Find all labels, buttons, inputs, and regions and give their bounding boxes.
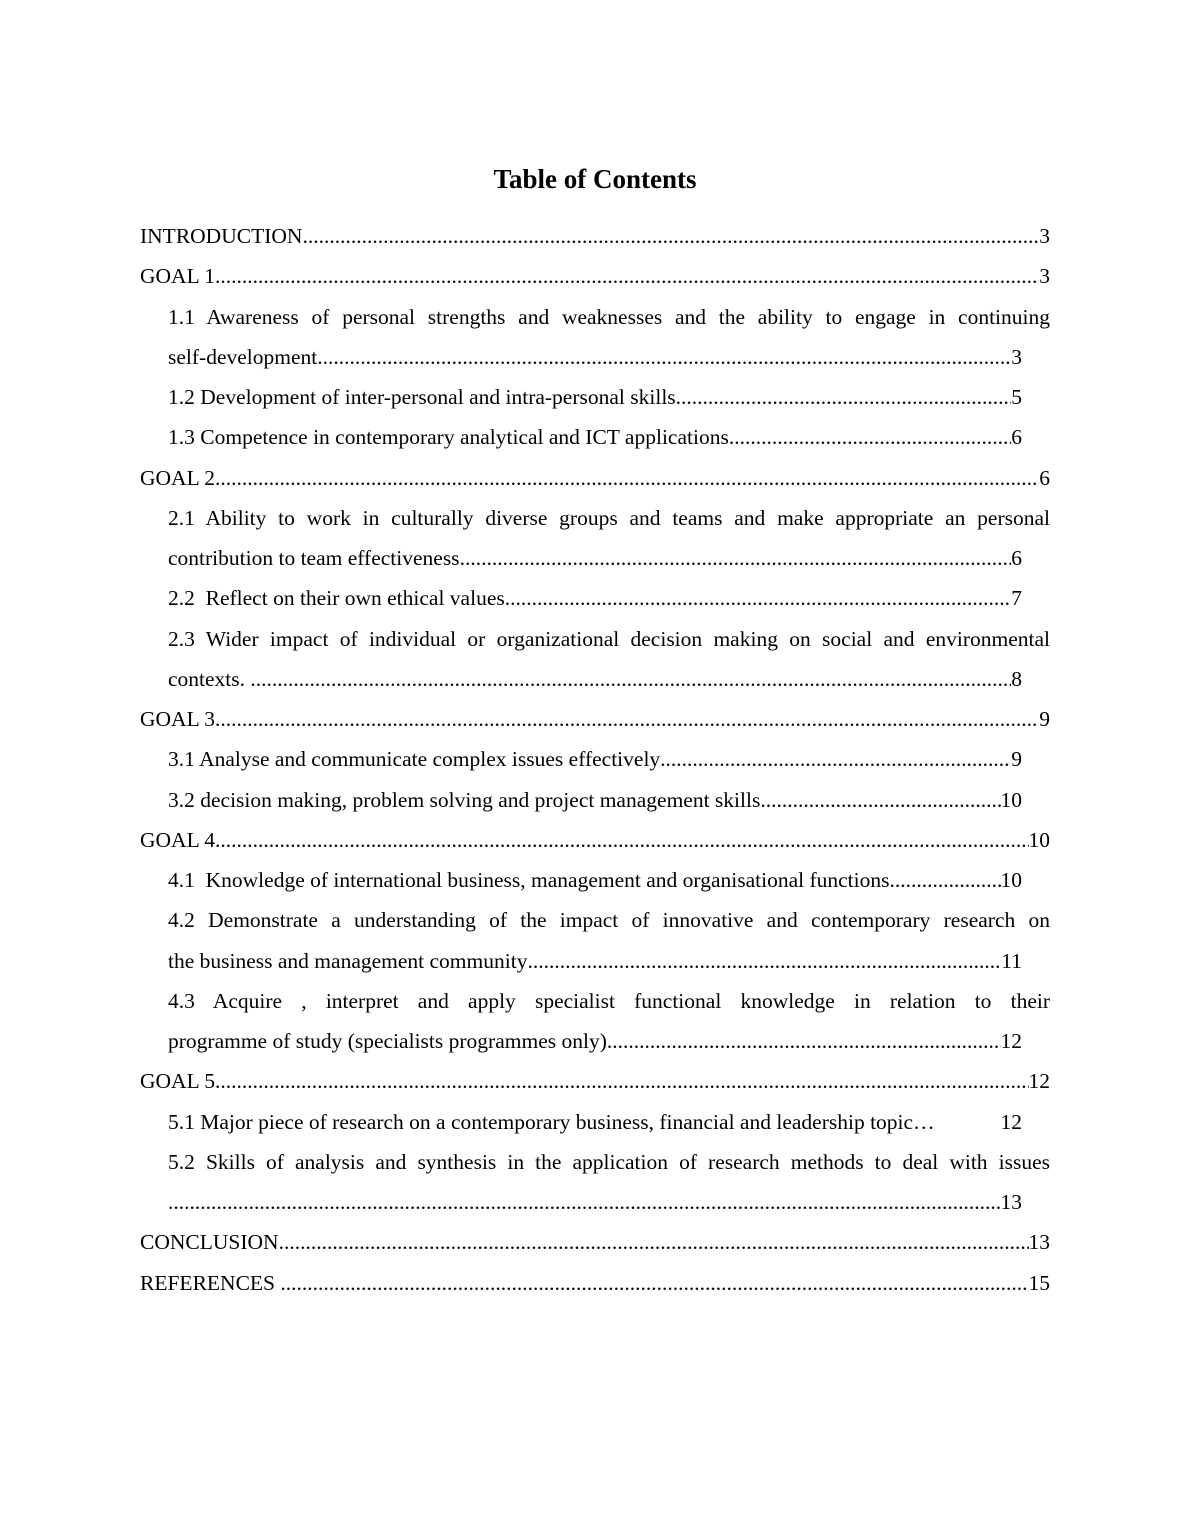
dot-leader — [760, 780, 1000, 820]
toc-entry-text: GOAL 3 — [140, 707, 216, 731]
toc-page-number: 6 — [1039, 465, 1050, 490]
dot-leader — [215, 256, 1039, 296]
dot-leader — [505, 578, 1012, 618]
toc-entry-introduction[interactable] — [140, 216, 1050, 256]
toc-entry-text: GOAL 5 — [140, 1069, 216, 1094]
toc-entry-2-1[interactable] — [168, 498, 1050, 579]
toc-entry-text: programme of study (specialists programmes only) — [168, 1029, 607, 1053]
toc-entry-goal-1[interactable] — [140, 256, 1050, 296]
toc-entry-2-2[interactable] — [168, 578, 1022, 618]
toc-page-number: 6 — [1011, 546, 1022, 570]
toc-entry-text: contribution to team effectiveness — [168, 546, 460, 570]
toc-entry-4-3[interactable] — [168, 981, 1050, 1062]
toc-entry-text: REFERENCES — [140, 1270, 281, 1295]
toc-entry-text-line1: 4.3 Acquire , interpret and apply specialist functional knowledge in relation to their — [168, 988, 1050, 1013]
toc-entry-text-line1: 1.1 Awareness of personal strengths and weaknesses and the ability to engage in continuing — [168, 304, 1050, 329]
toc-entry-text: 1.2 Development of inter-personal and intra-personal skills — [168, 385, 676, 409]
dot-leader — [279, 1222, 1029, 1262]
toc-entry-text: self-development — [168, 344, 318, 369]
toc-page-number: 12 — [1000, 1109, 1022, 1134]
toc-page-number: 8 — [1011, 666, 1022, 691]
dot-leader — [215, 458, 1039, 498]
toc-entry-text: 2.2 Reflect on their own ethical values — [168, 586, 505, 611]
toc-entry-3-1[interactable] — [168, 739, 1022, 779]
toc-entry-text: GOAL 4 — [140, 827, 216, 852]
toc-entry-text: INTRODUCTION — [140, 224, 303, 248]
toc-entry-4-2[interactable] — [168, 900, 1050, 981]
dot-leader — [215, 1061, 1028, 1101]
dot-leader — [676, 377, 1012, 417]
dot-leader — [317, 337, 1011, 377]
dot-leader — [729, 417, 1011, 457]
table-of-contents — [140, 216, 1050, 1303]
toc-entry-text: 4.1 Knowledge of international business, management and organisational functions — [168, 868, 890, 892]
dot-leader — [302, 216, 1039, 256]
toc-entry-text: the business and management community — [168, 948, 528, 973]
toc-page-number: 10 — [1000, 868, 1022, 892]
dot-leader — [215, 820, 1028, 860]
toc-page-number: 3 — [1011, 344, 1022, 369]
toc-entry-references[interactable] — [140, 1263, 1050, 1303]
toc-page-number: 12 — [1028, 1069, 1050, 1094]
toc-entry-text: GOAL 2 — [140, 465, 216, 490]
toc-page-number: 12 — [1000, 1029, 1022, 1053]
toc-entry-goal-3[interactable] — [140, 699, 1050, 739]
toc-entry-3-2[interactable] — [168, 780, 1022, 820]
toc-entry-1-3[interactable] — [168, 417, 1022, 457]
toc-entry-5-1[interactable] — [168, 1102, 1022, 1142]
page-title: Table of Contents — [493, 164, 697, 194]
toc-entry-text: 1.3 Competence in contemporary analytical and ICT applications — [168, 425, 729, 450]
toc-entry-conclusion[interactable] — [140, 1222, 1050, 1262]
dot-leader — [250, 659, 1011, 699]
toc-page-number: 13 — [1028, 1230, 1050, 1255]
dot-leader — [889, 860, 1000, 900]
dot-leader — [168, 1182, 1001, 1222]
toc-page-number: 3 — [1039, 224, 1050, 248]
toc-entry-text-line1: 2.3 Wider impact of individual or organizational decision making on social and environmental — [168, 626, 1050, 651]
toc-page-number: 5 — [1011, 385, 1022, 409]
toc-entry-1-2[interactable] — [168, 377, 1022, 417]
toc-entry-goal-5[interactable] — [140, 1061, 1050, 1101]
toc-entry-goal-2[interactable] — [140, 458, 1050, 498]
toc-page-number: 10 — [1028, 827, 1050, 852]
toc-entry-text: 3.2 decision making, problem solving and project management skills — [168, 787, 761, 812]
toc-entry-1-1[interactable] — [168, 297, 1050, 378]
dot-leader — [607, 1021, 1001, 1061]
toc-page-number: 7 — [1011, 586, 1022, 611]
dot-leader — [660, 739, 1011, 779]
toc-entry-text-line1: 4.2 Demonstrate a understanding of the impact of innovative and contemporary research on — [168, 908, 1050, 933]
toc-entry-text-line1: 5.2 Skills of analysis and synthesis in the application of research methods to deal with issues — [168, 1149, 1050, 1174]
toc-page-number: 3 — [1039, 264, 1050, 289]
toc-page-number: 15 — [1028, 1270, 1050, 1295]
dot-leader — [527, 941, 1001, 981]
toc-entry-goal-4[interactable] — [140, 820, 1050, 860]
toc-page-number: 13 — [1000, 1190, 1022, 1214]
toc-entry-5-2[interactable] — [168, 1142, 1050, 1223]
toc-entry-text: 5.1 Major piece of research on a contemporary business, financial and leadership topic… — [168, 1109, 935, 1134]
toc-entry-text: GOAL 1 — [140, 264, 216, 289]
toc-page-number: 11 — [1001, 948, 1022, 973]
toc-page-number: 9 — [1011, 747, 1022, 772]
dot-leader — [215, 699, 1039, 739]
dot-leader — [460, 538, 1012, 578]
toc-entry-text: CONCLUSION — [140, 1230, 279, 1255]
toc-entry-4-1[interactable] — [168, 860, 1022, 900]
toc-entry-text: contexts. — [168, 666, 251, 691]
dot-leader — [280, 1263, 1028, 1303]
toc-entry-text-line1: 2.1 Ability to work in culturally diverse groups and teams and make appropriate an personal — [168, 505, 1050, 530]
toc-page-number: 10 — [1000, 787, 1022, 812]
toc-entry-2-3[interactable] — [168, 619, 1050, 700]
toc-page-number: 9 — [1039, 707, 1050, 731]
toc-entry-text: 3.1 Analyse and communicate complex issues effectively — [168, 747, 661, 772]
toc-page-number: 6 — [1011, 425, 1022, 450]
